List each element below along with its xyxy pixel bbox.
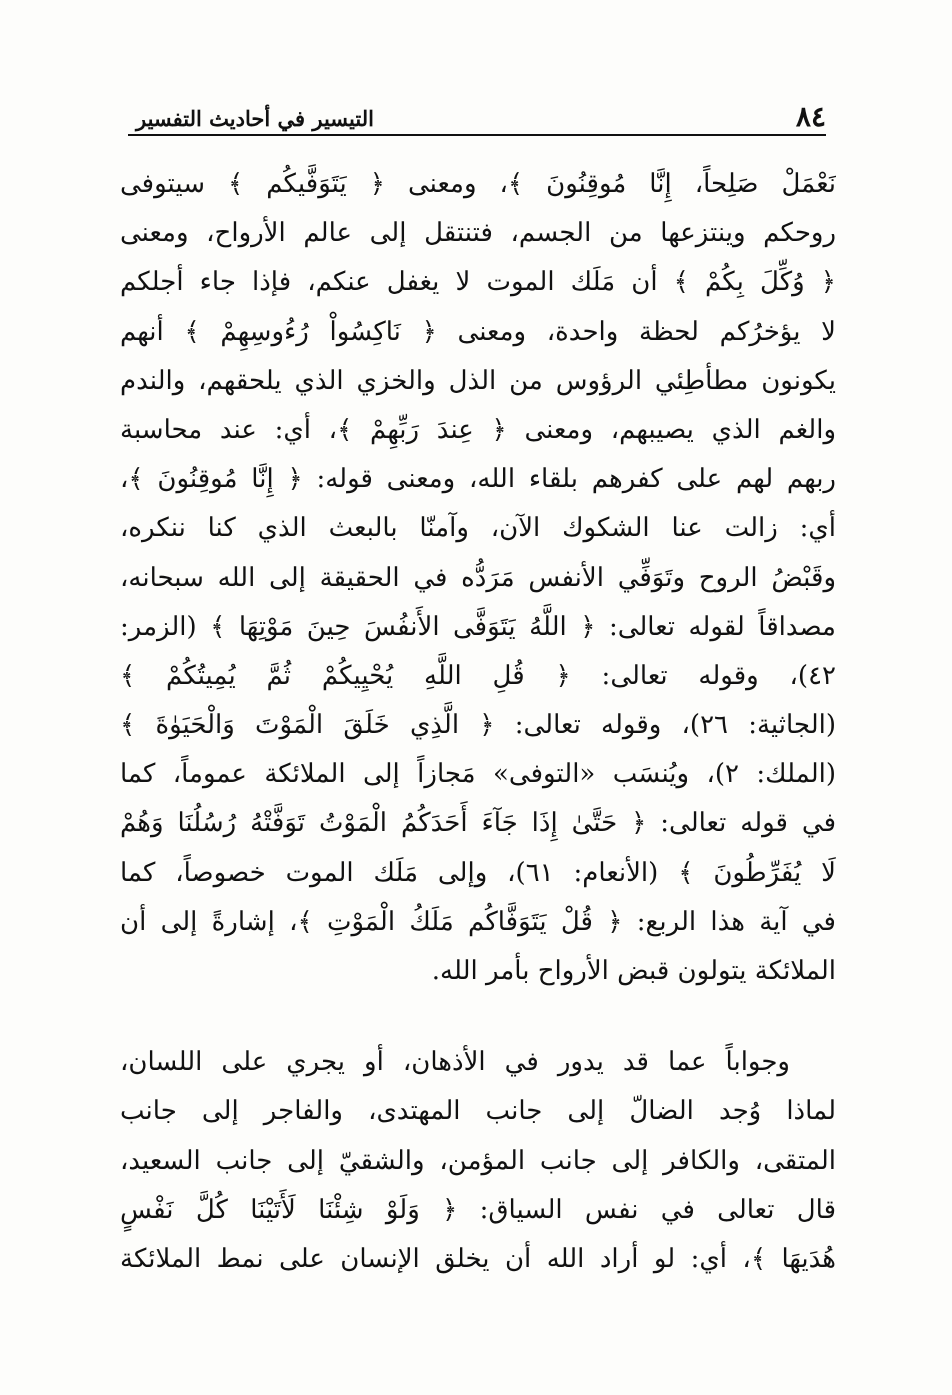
text-line: وجواباً عما قد يدور في الأذهان، أو يجري على اللسان،	[120, 1047, 790, 1078]
text-line: في قوله تعالى: ﴿ حَتَّىٰ إِذَا جَآءَ أَحَدَكُمُ الْمَوْتُ تَوَفَّتْهُ رُسُلُنَا وَهُمْ	[120, 808, 836, 839]
text-line: لا يؤخرُكم لحظة واحدة، ومعنى ﴿ نَاكِسُواْ رُءُوسِهِمْ ﴾ أنهم	[120, 316, 836, 347]
page-number: ٨٤	[795, 100, 826, 133]
text-line: مصداقاً لقوله تعالى: ﴿ اللَّهُ يَتَوَفَّى الأَنفُسَ حِينَ مَوْتِهَا ﴾ (الزمر:	[120, 611, 836, 642]
page-header	[128, 100, 826, 136]
text-line: (الجاثية: ٢٦)، وقوله تعالى: ﴿ الَّذِي خَلَقَ الْمَوْتَ وَالْحَيَوٰةَ ﴾	[120, 710, 836, 741]
text-line: ٤٢)، وقوله تعالى: ﴿ قُلِ اللَّهِ يُحْيِيكُمْ ثُمَّ يُمِيتُكُمْ ﴾	[120, 660, 836, 691]
text-line: نَعْمَلْ صَلِحاً، إِنَّا مُوقِنُونَ ﴾، ومعنى ﴿ يَتَوَفَّيكُم ﴾ سيتوفى	[120, 169, 836, 199]
paragraph	[120, 1038, 836, 1284]
text-line: المتقى، والكافر إلى جانب المؤمن، والشقيّ إلى جانب السعيد،	[120, 1145, 836, 1176]
text-line: أي: زالت عنا الشكوك الآن، وآمنّا بالبعث الذي كنا ننكره،	[120, 513, 836, 544]
text-line: وقَبْضُ الروح وتَوَفِّي الأنفس مَرَدُّه في الحقيقة إلى الله سبحانه،	[120, 562, 836, 593]
text-line: لماذا وُجد الضالّ إلى جانب المهتدى، والفاجر إلى جانب	[120, 1096, 836, 1127]
paragraph	[120, 160, 836, 996]
running-title: التيسير في أحاديث التفسير	[136, 106, 374, 131]
text-line: ربهم لهم على كفرهم بلقاء الله، ومعنى قوله: ﴿ إِنَّا مُوقِنُونَ ﴾،	[120, 464, 836, 495]
paragraph-gap	[120, 996, 836, 1038]
text-line: روحكم وينتزعها من الجسم، فتنتقل إلى عالم الأرواح، ومعنى	[120, 218, 836, 249]
text-line: يكونون مطأطِئي الرؤوس من الذل والخزي الذي يلحقهم، والندم	[120, 365, 836, 396]
text-line: قال تعالى في نفس السياق: ﴿ وَلَوْ شِئْنَا لَأَتَيْنَا كُلَّ نَفْسٍ	[120, 1194, 836, 1225]
text-line: (الملك: ٢)، ويُنسَب «التوفى» مَجازاً إلى الملائكة عموماً، كما	[120, 759, 836, 790]
text-line: والغم الذي يصيبهم، ومعنى ﴿ عِندَ رَبِّهِمْ ﴾، أي: عند محاسبة	[120, 414, 836, 445]
text-line: ﴿ وُكِّلَ بِكُمْ ﴾ أن مَلَك الموت لا يغفل عنكم، فإذا جاء أجلكم	[120, 267, 836, 298]
text-line: هُدَيهَا ﴾، أي: لو أراد الله أن يخلق الإنسان على نمط الملائكة	[120, 1243, 836, 1274]
text-line: لَا يُفَرِّطُونَ ﴾ (الأنعام: ٦١)، وإلى مَلَك الموت خصوصاً، كما	[120, 857, 836, 888]
text-line: في آية هذا الربع: ﴿ قُلْ يَتَوَفَّاكُم مَلَكُ الْمَوْتِ ﴾، إشارةً إلى أن	[120, 906, 836, 937]
text-line: الملائكة يتولون قبض الأرواح بأمر الله.	[431, 956, 836, 986]
body-text	[120, 160, 836, 1284]
header-rule	[128, 134, 826, 136]
